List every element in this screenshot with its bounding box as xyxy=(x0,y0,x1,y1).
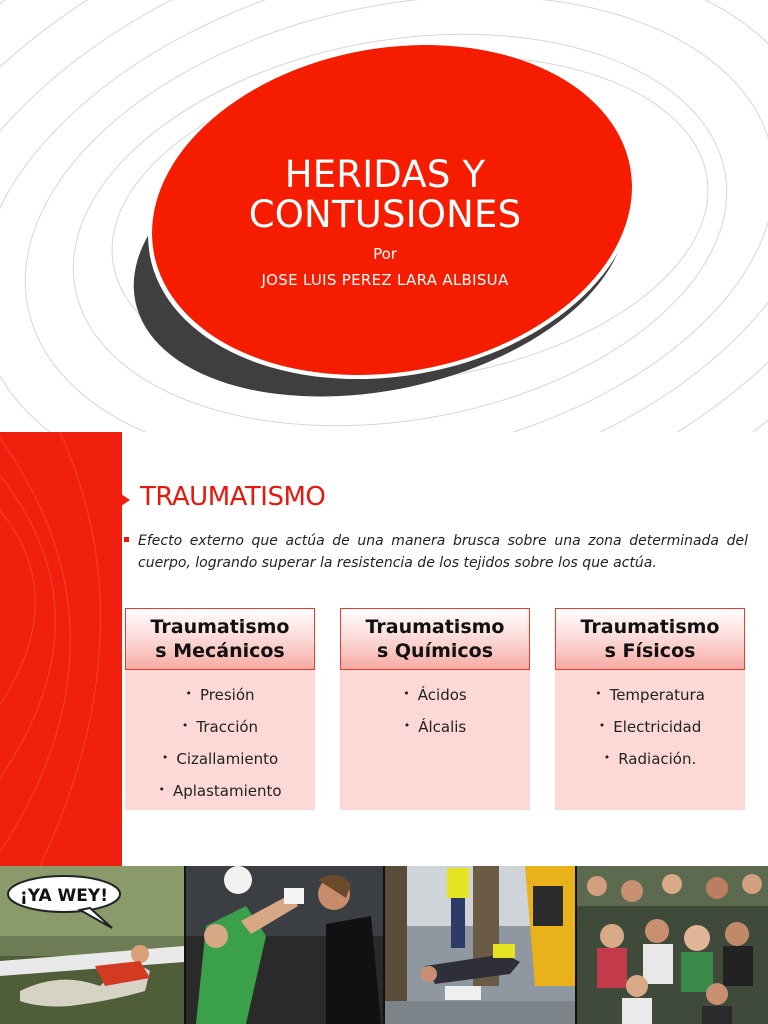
column-header xyxy=(125,608,315,670)
title-block xyxy=(200,155,570,289)
warehouse-accident-photo xyxy=(385,866,575,1024)
list-item xyxy=(555,712,745,744)
list-item-label: Presión xyxy=(199,686,255,704)
column-header xyxy=(555,608,745,670)
side-bar-pattern xyxy=(0,432,122,866)
crowd-reaction-photo xyxy=(577,866,768,1024)
red-side-bar xyxy=(0,432,122,866)
list-item xyxy=(555,744,745,776)
list-item-label: Temperatura xyxy=(609,686,705,704)
column-body xyxy=(125,670,315,810)
title-line-2: CONTUSIONES xyxy=(248,193,522,236)
list-item xyxy=(125,712,315,744)
comic-caption: ¡YA WEY! xyxy=(20,886,108,906)
bullet-icon: • xyxy=(403,687,410,700)
comic-fall-photo xyxy=(0,866,184,1024)
bullet-icon: • xyxy=(403,719,411,732)
list-item xyxy=(340,712,530,744)
column-body xyxy=(340,670,530,810)
column-fisicos xyxy=(555,608,745,810)
list-item-label: Cizallamiento xyxy=(176,750,279,768)
content-slide xyxy=(0,432,768,866)
bullet-icon: • xyxy=(181,719,189,732)
list-item-label: Electricidad xyxy=(613,718,702,736)
bullet-icon: • xyxy=(158,783,165,796)
list-item-label: Aplastamiento xyxy=(172,782,282,800)
list-item xyxy=(125,680,315,712)
list-item xyxy=(125,744,315,776)
column-body xyxy=(555,670,745,810)
title-slide xyxy=(0,0,768,432)
column-header-line-1: Traumatismo xyxy=(580,616,720,638)
soccer-collision-photo xyxy=(186,866,383,1024)
column-quimicos xyxy=(340,608,530,810)
bullet-icon: • xyxy=(161,751,169,764)
list-item xyxy=(340,680,530,712)
bullet-icon: • xyxy=(595,687,602,700)
paragraph-bullet-icon xyxy=(124,537,129,542)
bullet-icon: • xyxy=(185,687,192,700)
column-header-line-2: s Físicos xyxy=(604,640,696,662)
list-item xyxy=(555,680,745,712)
list-item-label: Radiación. xyxy=(618,750,697,768)
section-title: TRAUMATISMO xyxy=(140,482,326,512)
byline: Por xyxy=(373,245,397,263)
column-header xyxy=(340,608,530,670)
title-line-1: HERIDAS Y xyxy=(284,153,486,196)
bullet-icon: • xyxy=(598,719,606,732)
list-item-label: Álcalis xyxy=(418,718,467,736)
column-header-line-1: Traumatismo xyxy=(150,616,290,638)
bullet-icon: • xyxy=(603,751,611,764)
title-bullet-icon xyxy=(121,494,130,506)
definition-paragraph: Efecto externo que actúa de una manera brusca sobre una zona determinada del cuerpo, logrando superar la resistencia de los tejidos sobre los que actúa. xyxy=(138,533,748,571)
list-item-label: Ácidos xyxy=(417,686,467,704)
column-header-line-2: s Mecánicos xyxy=(155,640,285,662)
author-name: JOSE LUIS PEREZ LARA ALBISUA xyxy=(261,271,509,289)
photo-strip xyxy=(0,866,768,1024)
list-item-label: Tracción xyxy=(196,718,259,736)
column-header-line-2: s Químicos xyxy=(376,640,494,662)
column-header-line-1: Traumatismo xyxy=(365,616,505,638)
list-item xyxy=(125,776,315,808)
column-mecanicos xyxy=(125,608,315,810)
